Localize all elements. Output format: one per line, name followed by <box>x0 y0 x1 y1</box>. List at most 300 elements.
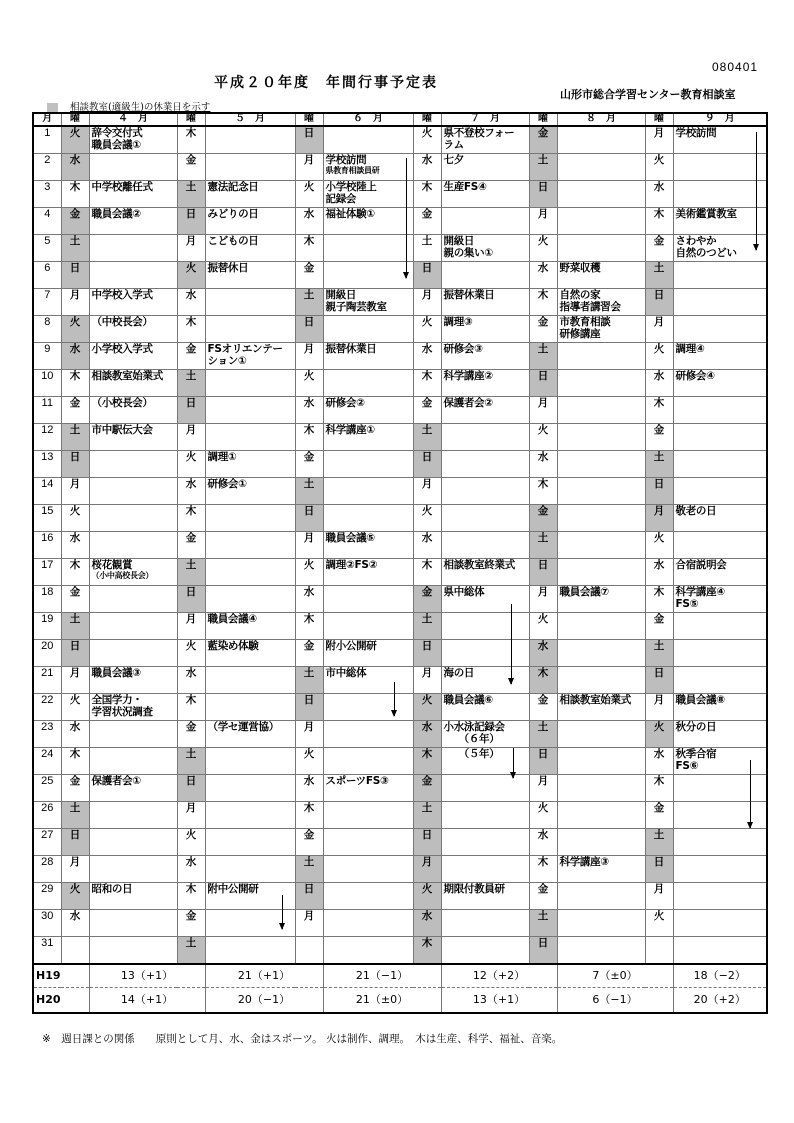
event-cell <box>673 397 767 424</box>
weekday-cell: 金 <box>295 451 323 478</box>
event-cell <box>557 937 645 965</box>
weekday-cell: 日 <box>295 883 323 910</box>
weekday-cell: 木 <box>529 856 557 883</box>
event-cell <box>323 424 413 451</box>
weekday-cell: 月 <box>645 126 673 154</box>
day-number: 29 <box>33 883 61 910</box>
organization-name: 山形市総合学習センター教育相談室 <box>560 88 736 101</box>
event-text: 附小公開研 <box>325 640 377 652</box>
event-cell <box>441 829 529 856</box>
footnote: ※ 週日課との関係 原則として月、水、金はスポーツ。 火は制作、調理。 木は生産、科学、福祉、音楽。 <box>42 1033 563 1045</box>
event-cell <box>441 424 529 451</box>
weekday-cell: 日 <box>529 559 557 586</box>
weekday-cell: 水 <box>413 721 441 748</box>
event-text: 福祉体験① <box>325 208 375 220</box>
event-cell <box>89 397 177 424</box>
event-text: 中学校離任式 <box>91 181 153 193</box>
weekday-cell: 木 <box>413 559 441 586</box>
weekday-cell: 土 <box>295 667 323 694</box>
document-number: 080401 <box>712 60 759 74</box>
event-text: みどりの日 <box>207 208 259 220</box>
event-cell <box>673 451 767 478</box>
day-number: 17 <box>33 559 61 586</box>
totals-value: 14（+1） <box>89 988 205 1014</box>
event-cell <box>441 126 529 154</box>
weekday-cell: 月 <box>645 316 673 343</box>
event-cell <box>323 802 413 829</box>
event-cell <box>205 397 295 424</box>
day-row <box>33 721 767 748</box>
weekday-cell: 水 <box>529 451 557 478</box>
event-cell <box>673 829 767 856</box>
event-cell <box>673 181 767 208</box>
weekday-cell: 火 <box>177 640 205 667</box>
weekday-cell: 月 <box>529 775 557 802</box>
event-cell <box>673 721 767 748</box>
event-cell <box>89 262 177 289</box>
weekday-cell: 月 <box>295 343 323 370</box>
event-cell <box>89 478 177 505</box>
weekday-cell: 月 <box>645 505 673 532</box>
weekday-cell: 日 <box>413 262 441 289</box>
event-cell <box>557 532 645 559</box>
weekday-cell: 土 <box>645 640 673 667</box>
event-cell <box>673 883 767 910</box>
day-number: 30 <box>33 910 61 937</box>
event-cell <box>673 559 767 586</box>
arrow-sept-visits <box>756 132 757 250</box>
event-cell <box>557 154 645 181</box>
day-row <box>33 640 767 667</box>
event-cell <box>323 289 413 316</box>
header-row <box>33 113 767 126</box>
weekday-cell: 火 <box>529 424 557 451</box>
event-text: 合宿説明会 <box>675 559 727 571</box>
weekday-cell: 水 <box>645 559 673 586</box>
event-cell <box>323 370 413 397</box>
event-cell <box>557 370 645 397</box>
event-cell <box>441 343 529 370</box>
event-cell <box>89 235 177 262</box>
event-text: 職員会議⑦ <box>559 586 609 598</box>
weekday-cell: 水 <box>61 343 89 370</box>
day-row <box>33 208 767 235</box>
event-cell <box>557 262 645 289</box>
weekday-cell: 土 <box>645 451 673 478</box>
weekday-cell: 日 <box>295 694 323 721</box>
weekday-cell: 水 <box>61 532 89 559</box>
weekday-cell: 土 <box>295 856 323 883</box>
weekday-cell: 土 <box>295 478 323 505</box>
day-number: 20 <box>33 640 61 667</box>
weekday-cell: 水 <box>177 856 205 883</box>
weekday-cell: 火 <box>529 235 557 262</box>
weekday-cell: 火 <box>645 154 673 181</box>
event-cell <box>441 640 529 667</box>
totals-value: 6（−1） <box>557 988 673 1014</box>
weekday-cell: 月 <box>529 586 557 613</box>
arrow-july-tournament <box>511 604 512 684</box>
day-row <box>33 559 767 586</box>
event-cell <box>557 559 645 586</box>
weekday-cell: 土 <box>413 424 441 451</box>
event-cell <box>323 154 413 181</box>
weekday-cell: 火 <box>645 721 673 748</box>
weekday-cell: 水 <box>645 181 673 208</box>
event-cell <box>89 424 177 451</box>
event-cell <box>205 559 295 586</box>
weekday-cell: 日 <box>177 586 205 613</box>
event-cell <box>205 775 295 802</box>
weekday-cell: 土 <box>61 235 89 262</box>
weekday-cell: 金 <box>177 910 205 937</box>
weekday-cell: 水 <box>413 532 441 559</box>
weekday-cell: 火 <box>645 343 673 370</box>
day-row <box>33 262 767 289</box>
event-cell <box>673 586 767 613</box>
event-cell <box>89 694 177 721</box>
event-cell <box>441 262 529 289</box>
event-cell <box>441 316 529 343</box>
day-number: 9 <box>33 343 61 370</box>
day-number: 12 <box>33 424 61 451</box>
weekday-cell: 水 <box>61 910 89 937</box>
event-text: （小校長会） <box>91 397 153 409</box>
weekday-cell: 金 <box>413 775 441 802</box>
weekday-cell: 日 <box>61 262 89 289</box>
weekday-cell: 土 <box>529 343 557 370</box>
totals-value: 12（+2） <box>441 964 557 988</box>
weekday-cell: 土 <box>413 613 441 640</box>
event-cell <box>557 883 645 910</box>
event-cell <box>89 208 177 235</box>
day-number: 2 <box>33 154 61 181</box>
totals-row-h20 <box>33 988 767 1014</box>
weekday-cell: 日 <box>645 289 673 316</box>
event-cell <box>323 208 413 235</box>
event-text: 市教育相談 研修講座 <box>559 316 611 340</box>
event-text: 相談教室始業式 <box>91 370 163 382</box>
event-text: さわやか 自然のつどい <box>675 235 737 259</box>
weekday-cell: 火 <box>413 883 441 910</box>
weekday-cell: 土 <box>61 424 89 451</box>
weekday-cell: 金 <box>61 397 89 424</box>
event-cell <box>323 559 413 586</box>
day-number: 23 <box>33 721 61 748</box>
day-row <box>33 181 767 208</box>
event-text: 秋分の日 <box>675 721 717 733</box>
weekday-cell: 日 <box>645 856 673 883</box>
event-text: FSオリエンテー ション① <box>207 343 283 367</box>
day-row <box>33 235 767 262</box>
arrow-sept-camp <box>750 760 751 828</box>
event-text: 県不登校フォー ラム <box>443 127 515 151</box>
event-cell <box>557 613 645 640</box>
weekday-cell: 日 <box>645 478 673 505</box>
event-text: 七夕 <box>443 154 464 166</box>
event-text: 科学講座① <box>325 424 375 436</box>
event-text: 科学講座② <box>443 370 493 382</box>
event-cell <box>441 613 529 640</box>
totals-value: 21（−1） <box>323 964 441 988</box>
event-cell <box>205 316 295 343</box>
event-note: 県教育相談員研 <box>325 166 380 175</box>
event-cell <box>89 126 177 154</box>
weekday-cell: 火 <box>177 451 205 478</box>
event-cell <box>205 370 295 397</box>
event-cell <box>205 667 295 694</box>
weekday-cell: 火 <box>645 910 673 937</box>
weekday-cell: 水 <box>295 397 323 424</box>
day-number: 26 <box>33 802 61 829</box>
weekday-cell: 木 <box>413 748 441 775</box>
event-cell <box>89 775 177 802</box>
weekday-cell: 日 <box>295 126 323 154</box>
event-cell <box>441 748 529 775</box>
weekday-cell: 金 <box>295 262 323 289</box>
event-cell <box>557 208 645 235</box>
weekday-cell: 木 <box>61 559 89 586</box>
event-cell <box>323 694 413 721</box>
weekday-cell: 水 <box>177 478 205 505</box>
event-cell <box>557 910 645 937</box>
event-cell <box>557 802 645 829</box>
event-cell <box>323 181 413 208</box>
event-cell <box>441 235 529 262</box>
weekday-cell: 木 <box>529 289 557 316</box>
event-cell <box>673 910 767 937</box>
weekday-cell: 土 <box>177 559 205 586</box>
event-cell <box>673 424 767 451</box>
weekday-cell: 火 <box>177 829 205 856</box>
event-cell <box>89 586 177 613</box>
weekday-cell: 水 <box>529 829 557 856</box>
event-cell <box>557 640 645 667</box>
event-text: 職員会議⑥ <box>443 694 493 706</box>
day-number: 10 <box>33 370 61 397</box>
day-row <box>33 397 767 424</box>
day-number: 25 <box>33 775 61 802</box>
weekday-cell: 月 <box>413 289 441 316</box>
event-text: 美術鑑賞教室 <box>675 208 737 220</box>
event-text: 職員会議⑤ <box>325 532 375 544</box>
event-text: 秋季合宿 FS⑥ <box>675 748 717 772</box>
header-month-6: ６ 月 <box>323 113 413 126</box>
event-cell <box>205 235 295 262</box>
event-text: （学セ運営協） <box>207 721 279 733</box>
event-cell <box>673 505 767 532</box>
weekday-cell: 木 <box>529 478 557 505</box>
event-text: 藍染め体験 <box>207 640 259 652</box>
day-row <box>33 505 767 532</box>
event-cell <box>323 613 413 640</box>
weekday-cell: 火 <box>413 694 441 721</box>
totals-value: 7（±0） <box>557 964 673 988</box>
event-cell <box>89 154 177 181</box>
day-row <box>33 775 767 802</box>
event-cell <box>557 343 645 370</box>
event-cell <box>205 505 295 532</box>
weekday-cell: 金 <box>413 208 441 235</box>
event-cell <box>89 829 177 856</box>
weekday-cell: 火 <box>61 694 89 721</box>
event-text: スポーツFS③ <box>325 775 389 787</box>
weekday-cell: 金 <box>529 126 557 154</box>
weekday-cell: 金 <box>645 235 673 262</box>
weekday-cell: 日 <box>61 829 89 856</box>
event-text: 辞令交付式 職員会議① <box>91 127 143 151</box>
legend-swatch <box>47 103 58 113</box>
event-cell <box>205 289 295 316</box>
event-text: 開級日 親の集い① <box>443 235 493 259</box>
event-cell <box>89 613 177 640</box>
day-number: 1 <box>33 126 61 154</box>
day-row <box>33 451 767 478</box>
header-weekday: 曜 <box>413 113 441 126</box>
weekday-cell: 火 <box>61 316 89 343</box>
event-text: 昭和の日 <box>91 883 133 895</box>
weekday-cell: 日 <box>295 316 323 343</box>
weekday-cell: 木 <box>295 424 323 451</box>
event-cell <box>323 883 413 910</box>
weekday-cell: 月 <box>645 694 673 721</box>
event-text: 学校訪問 <box>675 127 717 139</box>
event-cell <box>441 451 529 478</box>
weekday-cell: 土 <box>177 370 205 397</box>
weekday-cell: 火 <box>295 370 323 397</box>
header-weekday: 曜 <box>177 113 205 126</box>
event-text: 保護者会① <box>91 775 141 787</box>
weekday-cell: 金 <box>645 802 673 829</box>
weekday-cell: 木 <box>295 613 323 640</box>
event-cell <box>441 586 529 613</box>
day-number: 31 <box>33 937 61 965</box>
event-cell <box>557 586 645 613</box>
weekday-cell: 日 <box>529 370 557 397</box>
weekday-cell: 日 <box>529 937 557 965</box>
weekday-cell <box>645 937 673 965</box>
weekday-cell: 火 <box>413 126 441 154</box>
event-cell <box>323 721 413 748</box>
event-cell <box>205 424 295 451</box>
event-cell <box>441 478 529 505</box>
day-number: 14 <box>33 478 61 505</box>
weekday-cell: 木 <box>61 370 89 397</box>
totals-value: 18（−2） <box>673 964 767 988</box>
weekday-cell: 金 <box>177 532 205 559</box>
day-row <box>33 748 767 775</box>
day-row <box>33 126 767 154</box>
day-row <box>33 532 767 559</box>
event-cell <box>673 532 767 559</box>
event-cell <box>205 586 295 613</box>
weekday-cell: 木 <box>295 802 323 829</box>
event-text: 全国学力・ 学習状況調査 <box>91 694 153 718</box>
event-cell <box>441 181 529 208</box>
event-cell <box>323 910 413 937</box>
event-cell <box>557 316 645 343</box>
event-cell <box>557 126 645 154</box>
event-cell <box>673 262 767 289</box>
event-cell <box>441 937 529 965</box>
page-title: 平成２０年度 年間行事予定表 <box>214 75 438 91</box>
event-cell <box>89 802 177 829</box>
event-cell <box>557 856 645 883</box>
totals-value: 20（+2） <box>673 988 767 1014</box>
event-text: 県中総体 <box>443 586 485 598</box>
header-weekday: 曜 <box>295 113 323 126</box>
day-number: 11 <box>33 397 61 424</box>
day-number: 13 <box>33 451 61 478</box>
weekday-cell: 日 <box>61 640 89 667</box>
event-cell <box>89 505 177 532</box>
event-cell <box>441 208 529 235</box>
event-text: 相談教室終業式 <box>443 559 515 571</box>
weekday-cell: 日 <box>177 775 205 802</box>
event-cell <box>323 478 413 505</box>
day-number: 8 <box>33 316 61 343</box>
event-cell <box>205 208 295 235</box>
event-cell <box>89 937 177 965</box>
weekday-cell: 水 <box>295 775 323 802</box>
weekday-cell: 月 <box>295 154 323 181</box>
event-cell <box>89 559 177 586</box>
event-cell <box>89 181 177 208</box>
weekday-cell: 水 <box>177 289 205 316</box>
event-cell <box>673 694 767 721</box>
event-cell <box>323 316 413 343</box>
weekday-cell: 木 <box>61 748 89 775</box>
event-text: （５年） <box>443 748 500 760</box>
event-cell <box>673 316 767 343</box>
event-text: 職員会議② <box>91 208 141 220</box>
weekday-cell: 火 <box>529 613 557 640</box>
event-cell <box>441 802 529 829</box>
legend-text: 相談教室(適級生)の休業日を示す <box>70 102 211 113</box>
day-row <box>33 694 767 721</box>
arrow-june-tournament <box>394 682 395 716</box>
event-cell <box>205 532 295 559</box>
event-cell <box>673 775 767 802</box>
event-cell <box>441 370 529 397</box>
weekday-cell: 火 <box>645 532 673 559</box>
weekday-cell: 金 <box>295 829 323 856</box>
weekday-cell: 金 <box>529 883 557 910</box>
event-note: （小中高校長会） <box>91 571 154 580</box>
event-text: 桜花観賞 <box>91 559 133 571</box>
weekday-cell: 木 <box>645 775 673 802</box>
weekday-cell: 土 <box>529 154 557 181</box>
event-text: 生産FS④ <box>443 181 487 193</box>
event-cell <box>557 478 645 505</box>
event-cell <box>89 667 177 694</box>
event-cell <box>441 910 529 937</box>
event-cell <box>89 370 177 397</box>
event-cell <box>557 397 645 424</box>
event-cell <box>673 640 767 667</box>
header-month-5: ５ 月 <box>205 113 295 126</box>
day-row <box>33 289 767 316</box>
day-number: 5 <box>33 235 61 262</box>
event-cell <box>557 775 645 802</box>
event-cell <box>205 856 295 883</box>
legend <box>47 99 210 113</box>
weekday-cell: 水 <box>61 154 89 181</box>
event-cell <box>89 721 177 748</box>
weekday-cell: 木 <box>645 208 673 235</box>
event-cell <box>323 829 413 856</box>
weekday-cell: 木 <box>177 126 205 154</box>
